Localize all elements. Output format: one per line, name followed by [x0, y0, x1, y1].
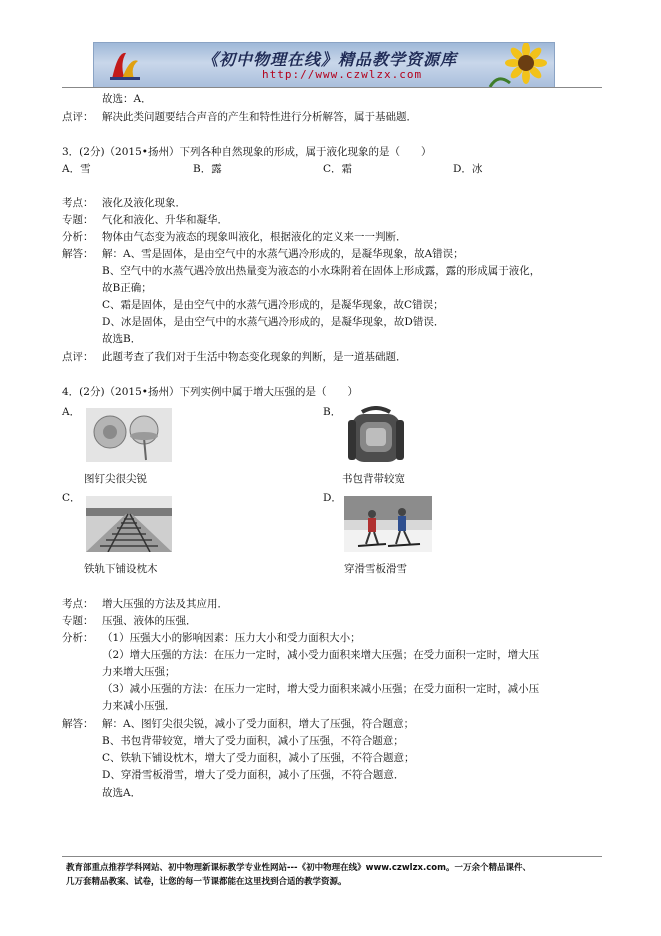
zhuanti-label: 专题：	[62, 615, 94, 627]
q4-option-a-caption: 图钉尖很尖锐	[84, 473, 147, 485]
q3-kaodian	[62, 196, 186, 210]
q4-fenxi-line: （2）增大压强的方法：在压力一定时，减小受力面积来增大压强；在受力面积一定时，增大压	[102, 649, 540, 661]
q3-pingping	[62, 350, 407, 364]
q3-option-b: B．露	[193, 163, 222, 175]
q3-jieda-line: C、霜是固体，是由空气中的水蒸气遇冷形成的，是凝华现象，故C错误；	[102, 299, 444, 311]
q4-fenxi-line: （3）减小压强的方法：在压力一定时，增大受力面积来减小压强；在受力面积一定时，减小压	[102, 683, 540, 695]
pingping-text: 此题考查了我们对于生活中物态变化现象的判断，是一道基础题．	[102, 351, 407, 363]
comment-text: 解决此类问题要结合声音的产生和特性进行分析解答，属于基础题．	[102, 111, 417, 123]
zhuanti-text: 气化和液化、升华和凝华．	[102, 214, 228, 226]
q3-zhuanti	[62, 213, 228, 227]
footer-rule	[62, 856, 602, 857]
zhuanti-text: 压强、液体的压强．	[102, 615, 197, 627]
q4-option-c-letter: C．	[62, 492, 81, 504]
q4-option-d-caption: 穿滑雪板滑雪	[344, 563, 407, 575]
q4-jieda-line: D、穿滑雪板滑雪，增大了受力面积，减小了压强，不符合题意．	[102, 769, 405, 781]
thumbtack-image	[86, 408, 172, 462]
q4-zhuanti	[62, 614, 197, 628]
banner-title: 《初中物理在线》精品教学资源库	[202, 50, 458, 69]
banner-url: http://www.czwlzx.com	[262, 68, 423, 81]
q3-option-d: D．冰	[453, 163, 483, 175]
q3-option-c: C．霜	[323, 163, 353, 175]
q4-option-c-caption: 铁轨下铺设枕木	[84, 563, 158, 575]
q4-jieda-line: 故选A．	[102, 787, 142, 799]
q3-stem: 3．(2分)（2015•扬州）下列各种自然现象的形成，属于液化现象的是（ ）	[62, 146, 432, 158]
footer-line: 教育部重点推荐学科网站、初中物理新课标教学专业性网站---《初中物理在线》www.czwlzx.com。一万余个精品课件、	[66, 863, 531, 873]
q4-kaodian	[62, 597, 228, 611]
header-rule	[62, 87, 602, 88]
kaodian-label: 考点：	[62, 598, 94, 610]
q3-jieda-line: 故选B．	[102, 333, 142, 345]
fenxi-label: 分析：	[62, 231, 94, 243]
q4-jieda-line: 解：A、图钉尖很尖锐，减小了受力面积，增大了压强，符合题意；	[102, 718, 415, 730]
kaodian-text: 增大压强的方法及其应用．	[102, 598, 228, 610]
q3-jieda-line: D、冰是固体，是由空气中的水蒸气遇冷形成的，是凝华现象，故D错误．	[102, 316, 445, 328]
q4-option-b-caption: 书包背带较宽	[342, 473, 405, 485]
prev-choice: 故选：A．	[102, 93, 152, 105]
kaodian-text: 液化及液化现象．	[102, 197, 186, 209]
q4-option-a-letter: A．	[62, 406, 81, 418]
comment-label: 点评：	[62, 111, 94, 123]
q4-fenxi-label: 分析：	[62, 632, 94, 644]
footer-line: 几万套精品教案、试卷，让您的每一节课都能在这里找到合适的教学资源。	[66, 877, 347, 887]
zhuanti-label: 专题：	[62, 214, 94, 226]
railway-image	[86, 496, 172, 552]
q4-fenxi-line: 力来增大压强；	[102, 666, 176, 678]
site-logo-icon	[108, 47, 142, 83]
q3-option-a: A．雪	[62, 163, 91, 175]
sunflower-icon	[484, 43, 554, 87]
prev-comment	[62, 110, 417, 124]
q3-jieda-label: 解答：	[62, 248, 94, 260]
q3-jieda-line: B、空气中的水蒸气遇冷放出热量变为液态的小水珠附着在固体上形成露，露的形成属于液化，	[102, 265, 541, 277]
pingping-label: 点评：	[62, 351, 94, 363]
q4-stem: 4．(2分)（2015•扬州）下列实例中属于增大压强的是（ ）	[62, 386, 358, 398]
header-banner	[93, 42, 555, 88]
q4-fenxi-line: （1）压强大小的影响因素：压力大小和受力面积大小；	[102, 632, 361, 644]
fenxi-text: 物体由气态变为液态的现象叫液化，根据液化的定义来一一判断．	[102, 231, 407, 243]
q4-option-d-letter: D．	[323, 492, 342, 504]
q3-fenxi	[62, 230, 407, 244]
q4-jieda-label: 解答：	[62, 718, 94, 730]
backpack-image	[342, 406, 410, 466]
q3-jieda-line: 解：A、雪是固体，是由空气中的水蒸气遇冷形成的，是凝华现象，故A错误；	[102, 248, 464, 260]
q4-fenxi-line: 力来减小压强．	[102, 700, 176, 712]
kaodian-label: 考点：	[62, 197, 94, 209]
q4-jieda-line: C、铁轨下铺设枕木，增大了受力面积，减小了压强，不符合题意；	[102, 752, 415, 764]
skiers-image	[344, 496, 432, 552]
q3-jieda-line: 故B正确；	[102, 282, 152, 294]
q4-jieda-line: B、书包背带较宽，增大了受力面积，减小了压强，不符合题意；	[102, 735, 404, 747]
q4-option-b-letter: B．	[323, 406, 342, 418]
